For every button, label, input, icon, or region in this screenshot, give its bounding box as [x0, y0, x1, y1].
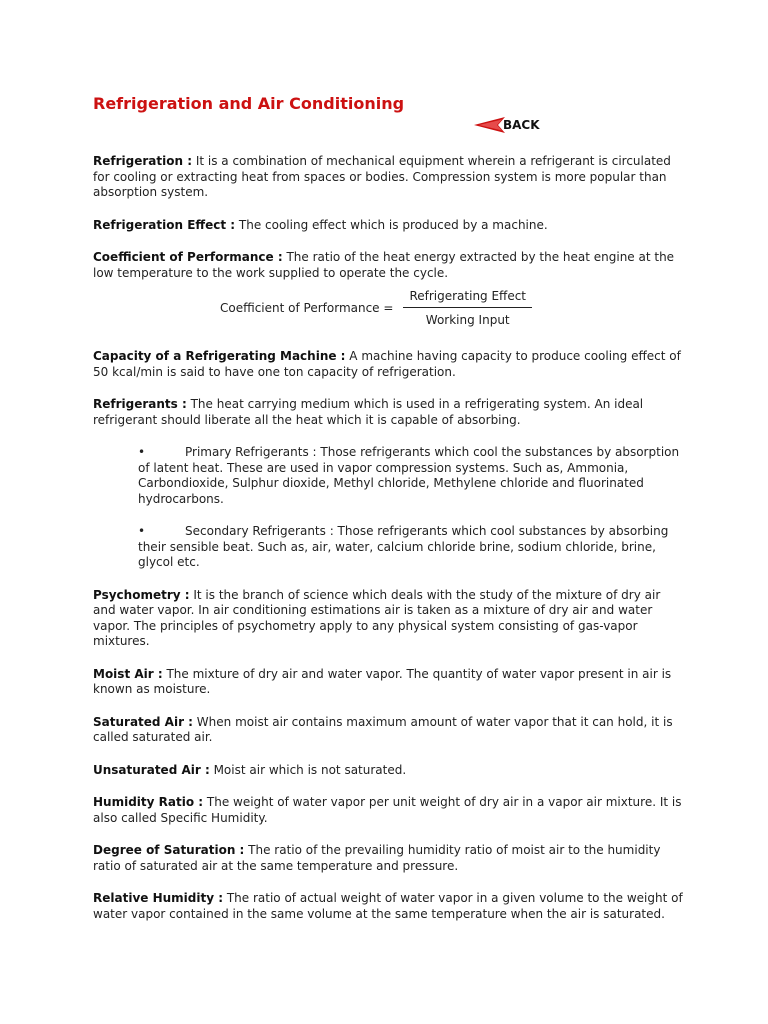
- definition-term: Coefficient of Performance :: [93, 250, 283, 264]
- definition-text: A machine having capacity to produce cooling effect of 50 kcal/min is said to have one ton capacity of refrigeration.: [93, 349, 681, 379]
- definition-term: Relative Humidity :: [93, 891, 224, 905]
- definition-refrigeration-effect: [93, 218, 683, 234]
- definition-term: Psychometry :: [93, 587, 190, 602]
- back-label: BACK: [503, 118, 540, 132]
- refrigerant-types-list: [93, 445, 683, 571]
- definition-text: When moist air contains maximum amount of water vapor that it can hold, it is called saturated air.: [93, 714, 673, 744]
- definition-text: The mixture of dry air and water vapor. The quantity of water vapor present in air is known as moisture.: [93, 666, 672, 696]
- cop-formula: [220, 289, 683, 328]
- definition-unsaturated-air: [93, 763, 683, 779]
- definition-text: The cooling effect which is produced by a machine.: [235, 217, 548, 232]
- formula-lhs: Coefficient of Performance =: [220, 300, 394, 315]
- definition-text: The weight of water vapor per unit weight of dry air in a vapor air mixture. It is also called Specific Humidity.: [93, 795, 682, 825]
- list-item: [138, 445, 683, 507]
- list-item-text: Secondary Refrigerants : Those refrigerants which cool substances by absorbing their sensible beat. Such as, air, water, calcium chloride brine, sodium chloride, brine, glycol etc.: [138, 524, 669, 569]
- definition-psychometry: [93, 588, 683, 650]
- definition-term: Refrigerants :: [93, 397, 187, 411]
- bullet-marker: •: [138, 524, 146, 538]
- definition-term: Capacity of a Refrigerating Machine :: [93, 349, 346, 363]
- definition-saturated-air: [93, 715, 683, 746]
- page-title: Refrigeration and Air Conditioning: [93, 94, 405, 113]
- definition-degree-of-saturation: [93, 843, 683, 874]
- definition-refrigeration: [93, 154, 683, 201]
- definition-humidity-ratio: [93, 795, 683, 826]
- definition-text: The ratio of the heat energy extracted by the heat engine at the low temperature to the work supplied to operate the cycle.: [93, 250, 675, 280]
- list-item-text: Primary Refrigerants : Those refrigerants which cool the substances by absorption of latent heat. These are used in vapor compression systems. Such as, Ammonia, Carbondioxide, Sulphur dioxide, Methyl chloride, Methylene chloride and fluorinated hydrocarbons.: [138, 445, 680, 506]
- document-body: [93, 154, 683, 939]
- definition-term: Refrigeration :: [93, 154, 192, 168]
- definition-text: It is a combination of mechanical equipment wherein a refrigerant is circulated for cooling or extracting heat from spaces or bodies. Compression system is more popular than absorption system.: [93, 154, 671, 199]
- definition-term: Humidity Ratio :: [93, 795, 204, 809]
- definition-refrigerants: [93, 397, 683, 428]
- definition-term: Refrigeration Effect :: [93, 217, 236, 232]
- bullet-marker: •: [138, 445, 146, 459]
- definition-term: Unsaturated Air :: [93, 762, 210, 777]
- formula-fraction: [403, 289, 532, 328]
- definition-coefficient-of-performance: [93, 250, 683, 281]
- definition-text: Moist air which is not saturated.: [209, 762, 407, 777]
- definition-term: Saturated Air :: [93, 714, 193, 729]
- definition-text: The ratio of the prevailing humidity ratio of moist air to the humidity ratio of saturated air at the same temperature and pressure.: [93, 843, 661, 873]
- formula-numerator: Refrigerating Effect: [403, 289, 532, 308]
- definition-moist-air: [93, 667, 683, 698]
- back-arrow-icon: [472, 116, 506, 134]
- formula-denominator: Working Input: [425, 312, 510, 327]
- list-item: [138, 524, 683, 571]
- definition-text: The ratio of actual weight of water vapor in a given volume to the weight of water vapor contained in the same volume at the same temperature when the air is saturated.: [93, 891, 683, 921]
- definition-relative-humidity: [93, 891, 683, 922]
- definition-text: The heat carrying medium which is used in a refrigerating system. An ideal refrigerant should liberate all the heat which it is capable of absorbing.: [93, 397, 644, 427]
- definition-term: Degree of Saturation :: [93, 843, 245, 857]
- definition-text: It is the branch of science which deals with the study of the mixture of dry air and water vapor. In air conditioning estimations air is taken as a mixture of dry air and water vapor. The principles of psychometry apply to any physical system consisting of gas-vapor mixtures.: [93, 587, 661, 648]
- definition-capacity: [93, 349, 683, 380]
- definition-term: Moist Air :: [93, 666, 163, 681]
- back-link[interactable]: [472, 116, 540, 134]
